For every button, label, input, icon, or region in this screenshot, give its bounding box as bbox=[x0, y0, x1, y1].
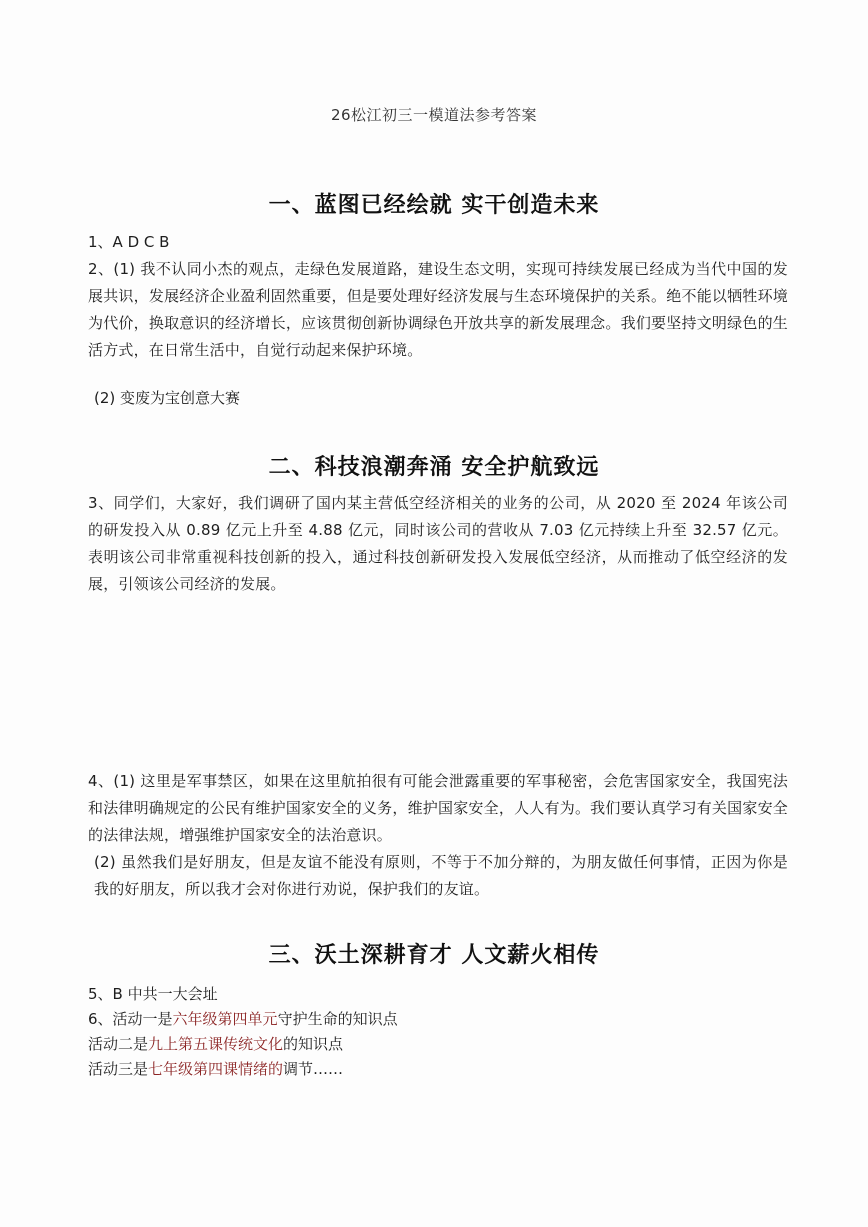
answer-q4-part1: 4、(1) 这里是军事禁区，如果在这里航拍很有可能会泄露重要的军事秘密，会危害国家安全，我国宪法和法律明确规定的公民有维护国家安全的义务，维护国家安全，人人有为。我们要认真学习有关国家安全的法律法规，增强维护国家安全的法治意识。 bbox=[88, 772, 788, 844]
answer-q1: 1、A D C B bbox=[88, 233, 170, 251]
activity2-prefix: 活动二是 bbox=[88, 1035, 149, 1053]
section-2-heading: 二、科技浪潮奔涌 安全护航致远 bbox=[268, 455, 600, 480]
answer-q6-activity1 bbox=[88, 1007, 398, 1031]
answer-q6-activity3 bbox=[88, 1057, 343, 1081]
answer-q6-activity2 bbox=[88, 1032, 343, 1056]
activity3-highlight: 七年级第四课情绪的 bbox=[148, 1060, 284, 1078]
section-3-heading: 三、沃土深耕育才 人文薪火相传 bbox=[268, 943, 600, 968]
activity1-suffix: 守护生命的知识点 bbox=[277, 1010, 398, 1028]
document-title: 26松江初三一模道法参考答案 bbox=[330, 106, 538, 124]
activity1-prefix: 6、活动一是 bbox=[88, 1010, 173, 1028]
activity3-prefix: 活动三是 bbox=[88, 1060, 149, 1078]
answer-q4-part2: (2) 虽然我们是好朋友，但是友谊不能没有原则，不等于不加分辩的，为朋友做任何事情，正因为你是我的好朋友，所以我才会对你进行劝说，保护我们的友谊。 bbox=[94, 853, 788, 898]
answer-q5: 5、B 中共一大会址 bbox=[88, 985, 218, 1003]
activity1-highlight: 六年级第四单元 bbox=[172, 1010, 278, 1028]
answer-q2-part2: (2) 变废为宝创意大赛 bbox=[94, 389, 241, 407]
activity3-suffix: 调节…… bbox=[283, 1060, 344, 1078]
activity2-suffix: 的知识点 bbox=[283, 1035, 344, 1053]
answer-q2-part1: 2、(1) 我不认同小杰的观点，走绿色发展道路，建设生态文明，实现可持续发展已经成为当代中国的发展共识，发展经济企业盈利固然重要，但是要处理好经济发展与生态环境保护的关系。绝不能以牺牲环境为代价，换取意识的经济增长，应该贯彻创新协调绿色开放共享的新发展理念。我们要坚持文明绿色的生活方式，在日常生活中，自觉行动起来保护环境。 bbox=[88, 260, 788, 359]
activity2-highlight: 九上第五课传统文化 bbox=[148, 1035, 284, 1053]
section-1-heading: 一、蓝图已经绘就 实干创造未来 bbox=[268, 193, 600, 218]
answer-q3: 3、同学们，大家好，我们调研了国内某主营低空经济相关的业务的公司，从 2020 至 2024 年该公司的研发投入从 0.89 亿元上升至 4.88 亿元，同时该公司的营收从 7.03 亿元持续上升至 32.57 亿元。表明该公司非常重视科技创新的投入，通过科技创新研发投入发展低空经济，从而推动了低空经济的发展，引领该公司经济的发展。 bbox=[88, 494, 788, 593]
